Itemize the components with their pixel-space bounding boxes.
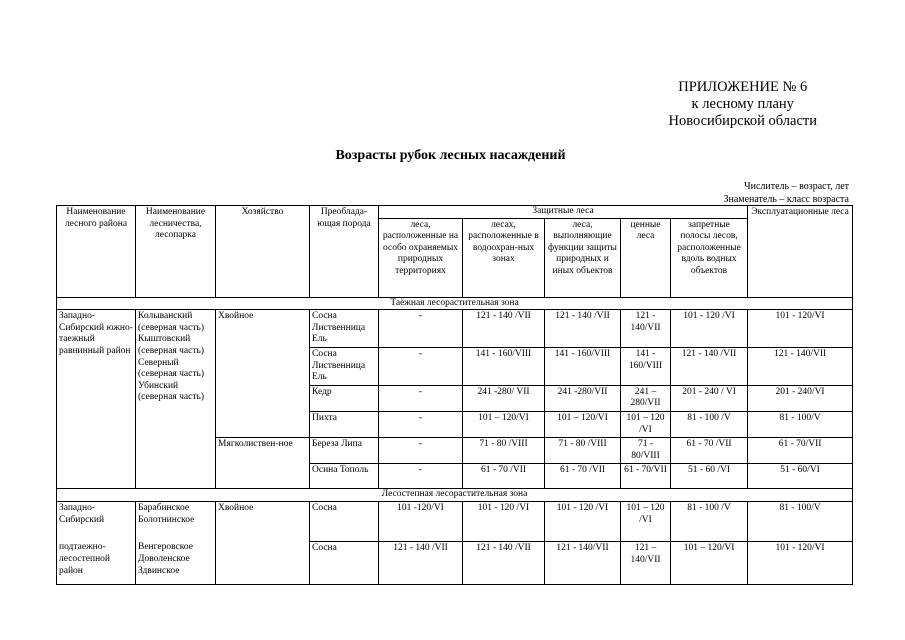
col-header-water-zones: лесах, расположенные в водоохран-ных зонах — [463, 218, 545, 297]
value-cell: 201 - 240 / VI — [671, 385, 748, 411]
economy-cell: Мягколиствен-ное — [216, 438, 310, 489]
col-header-exploit: Эксплуатационные леса — [748, 206, 853, 298]
value-cell: 61 - 70/VII — [748, 438, 853, 464]
value-cell: 81 - 100 /V — [671, 501, 748, 541]
col-header-protected-areas: леса, расположенные на особо охраняемых природных территориях — [379, 218, 463, 297]
economy-cell-empty — [216, 541, 310, 584]
value-cell: 141 - 160/VIII — [545, 347, 621, 385]
appendix-region: Новосибирской области — [668, 113, 817, 129]
value-cell: 121 - 140 /VII — [463, 310, 545, 348]
value-cell: - — [379, 347, 463, 385]
value-cell: 141 - 160/VIII — [621, 347, 671, 385]
value-cell: 61 - 70/VII — [621, 464, 671, 489]
legend — [723, 181, 849, 206]
value-cell: 101 - 120 /VI — [545, 501, 621, 541]
legend-denominator: Знаменатель – класс возраста — [723, 193, 849, 205]
species-cell: Кедр — [310, 385, 379, 411]
document-title-text: Возрасты рубок лесных насаждений — [335, 148, 566, 163]
col-header-forestry: Наименование лесничества, лесопарка — [136, 206, 216, 298]
economy-cell: Хвойное — [216, 501, 310, 541]
col-header-region: Наименование лесного района — [57, 206, 136, 298]
col-header-valuable: ценные леса — [621, 218, 671, 297]
value-cell: 51 - 60/VI — [748, 464, 853, 489]
value-cell: 81 - 100 /V — [671, 411, 748, 437]
value-cell: - — [379, 385, 463, 411]
value-cell: - — [379, 438, 463, 464]
value-cell: 241 -280/ VII — [463, 385, 545, 411]
value-cell: 101 – 120 /VI — [621, 501, 671, 541]
zone-taiga: Таёжная лесорастительная зона — [57, 297, 853, 310]
value-cell: 61 - 70 /VII — [545, 464, 621, 489]
species-cell: Пихта — [310, 411, 379, 437]
value-cell: 121 - 140/VII — [545, 541, 621, 584]
value-cell: 201 - 240/VI — [748, 385, 853, 411]
value-cell: 101 – 120/VI — [671, 541, 748, 584]
appendix-number: ПРИЛОЖЕНИЕ № 6 — [678, 79, 808, 95]
zone-forest-steppe: Лесостепная лесорастительная зона — [57, 489, 853, 502]
species-cell: Сосна — [310, 541, 379, 584]
value-cell: 121 - 140 /VII — [545, 310, 621, 348]
region-cell: Западно-Сибирский южно-таежный равнинный район — [57, 310, 136, 489]
value-cell: 51 - 60 /VI — [671, 464, 748, 489]
col-header-economy: Хозяйство — [216, 206, 310, 298]
economy-cell: Хвойное — [216, 310, 310, 438]
value-cell: 101 – 120/VI — [463, 411, 545, 437]
forestry-cell: Барабинское Болотнинское — [136, 501, 216, 541]
value-cell: 101 – 120/VI — [545, 411, 621, 437]
col-header-protection-function: леса, выполняющие функции защиты природных и иных объектов — [545, 218, 621, 297]
value-cell: 241 -280/VII — [545, 385, 621, 411]
col-header-protective: Защитные леса — [379, 206, 748, 219]
value-cell: - — [379, 310, 463, 348]
value-cell: 101 – 120 /VI — [621, 411, 671, 437]
species-cell: Осина Тополь — [310, 464, 379, 489]
value-cell: - — [379, 411, 463, 437]
value-cell: 61 - 70 /VII — [671, 438, 748, 464]
value-cell: 81 - 100/V — [748, 411, 853, 437]
species-cell: Сосна Лиственница Ель — [310, 310, 379, 348]
forestry-cell: Венгеровское Доволенское Здвинское — [136, 541, 216, 584]
species-cell: Сосна Лиственница Ель — [310, 347, 379, 385]
value-cell: - — [379, 464, 463, 489]
value-cell: 121 - 140 /VII — [379, 541, 463, 584]
value-cell: 81 - 100/V — [748, 501, 853, 541]
region-cell: подтаежно-лесостепной район — [57, 541, 136, 584]
value-cell: 101 - 120/VI — [748, 310, 853, 348]
value-cell: 121 - 140/VII — [748, 347, 853, 385]
value-cell: 141 - 160/VIII — [463, 347, 545, 385]
value-cell: 101 -120/VI — [379, 501, 463, 541]
col-header-prohibited-strips: запретные полосы лесов, расположенные вдоль водных объектов — [671, 218, 748, 297]
forestry-cell: Колыванский (северная часть) Кыштовский (северная часть) Северный (северная часть) Убинский (северная часть) — [136, 310, 216, 489]
appendix-header — [668, 79, 817, 130]
species-cell: Береза Липа — [310, 438, 379, 464]
value-cell: 101 - 120 /VI — [463, 501, 545, 541]
value-cell: 121 – 140/VII — [621, 541, 671, 584]
value-cell: 101 - 120/VI — [748, 541, 853, 584]
region-cell: Западно-Сибирский — [57, 501, 136, 541]
appendix-subtitle: к лесному плану — [691, 96, 794, 112]
value-cell: 121 - 140/VII — [621, 310, 671, 348]
value-cell: 101 - 120 /VI — [671, 310, 748, 348]
document-title — [0, 148, 905, 164]
species-cell: Сосна — [310, 501, 379, 541]
value-cell: 71 - 80 /VIII — [545, 438, 621, 464]
value-cell: 241 – 280/VII — [621, 385, 671, 411]
cutting-age-table — [56, 205, 853, 585]
legend-numerator: Числитель – возраст, лет — [744, 181, 849, 192]
value-cell: 71 - 80 /VIII — [463, 438, 545, 464]
value-cell: 71 - 80/VIII — [621, 438, 671, 464]
value-cell: 121 - 140 /VII — [463, 541, 545, 584]
value-cell: 61 - 70 /VII — [463, 464, 545, 489]
value-cell: 121 - 140 /VII — [671, 347, 748, 385]
col-header-species: Преоблада-ющая порода — [310, 206, 379, 298]
